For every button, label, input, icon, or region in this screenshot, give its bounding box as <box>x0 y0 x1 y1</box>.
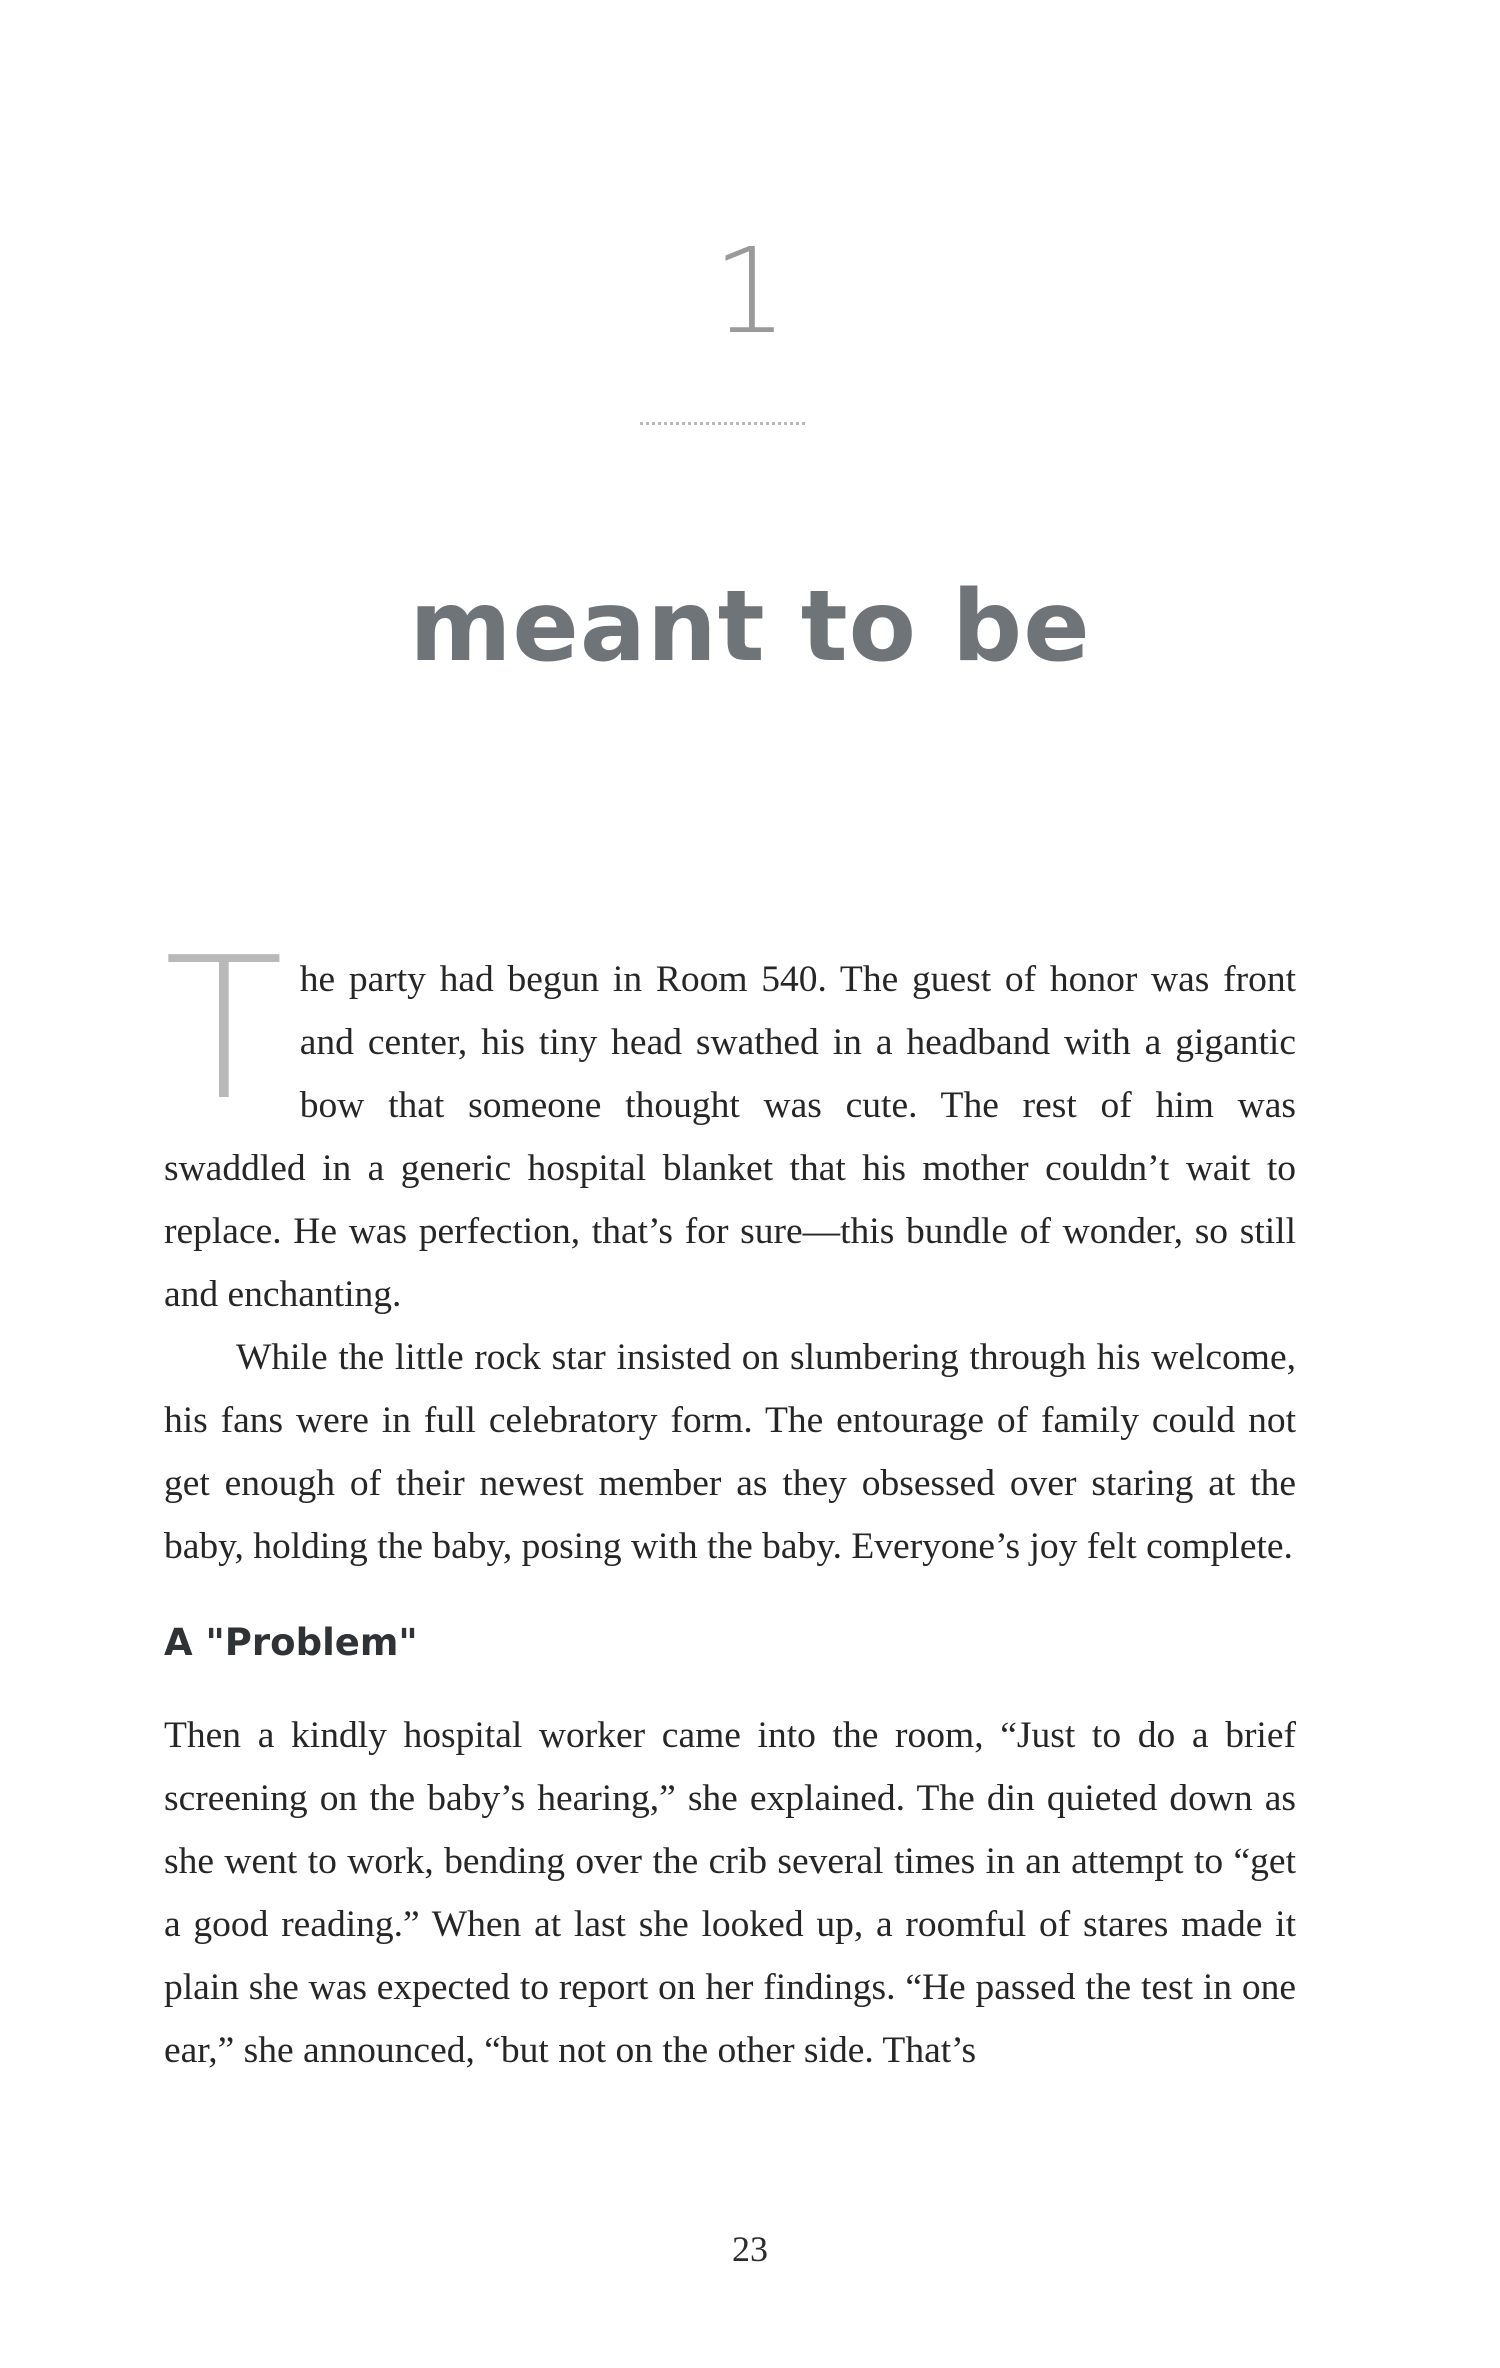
paragraph: While the little rock star insisted on slumbering through his welcome, his fans were in full celebratory form. The entourage of family could not get enough of their newest member as they obsessed over staring at the baby, holding the baby, posing with the baby. Everyone’s joy felt complete. <box>164 1337 1296 1567</box>
chapter-divider <box>640 422 805 425</box>
chapter-title: meant to be <box>409 570 1091 684</box>
drop-cap: T <box>164 916 284 1144</box>
page-number: 23 <box>732 2229 768 2269</box>
paragraph: Then a kindly hospital worker came into the room, “Just to do a brief screening on the baby’s hearing,” she explained. The din quieted down as she went to work, bending over the crib several times in an attempt to “get a good reading.” When at last she looked up, a roomful of stares made it plain she was expected to report on her findings. “He passed the test in one ear,” she announced, “but not on the other side. That’s <box>164 1715 1296 2071</box>
opening-paragraph <box>164 916 1296 1326</box>
opening-paragraph-text: he party had begun in Room 540. The guest of honor was front and center, his tiny head swathed in a headband with a gigantic bow that someone thought was cute. The rest of him was swaddled in a generic hospital blanket that his mother couldn’t wait to replace. He was perfection, that’s for sure—this bundle of wonder, so still and enchanting. <box>164 959 1296 1315</box>
chapter-number: 1 <box>712 222 788 360</box>
body-text <box>164 916 1296 2082</box>
section-heading: A "Problem" <box>164 1621 418 1664</box>
